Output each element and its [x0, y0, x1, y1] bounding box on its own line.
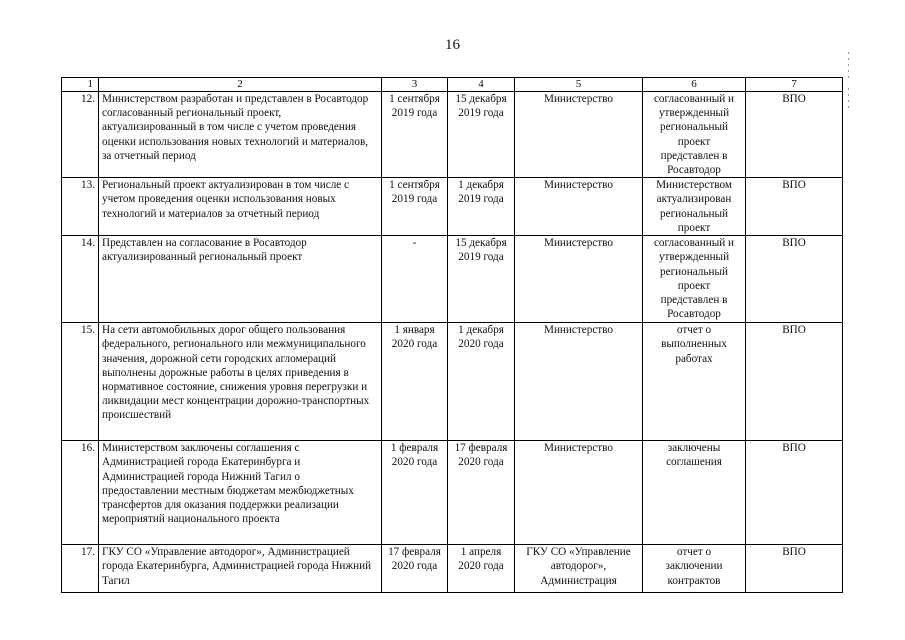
executor: ВПО [746, 92, 843, 178]
end-date: 1 декабря 2020 года [448, 323, 515, 441]
executor: ВПО [746, 178, 843, 236]
end-date: 17 февраля 2020 года [448, 441, 515, 545]
activity-description: На сети автомобильных дорог общего пользования федерального, регионального или межмуниципального значения, дорожной сети городских агломераций выполнены дорожные работы в целях приведения в нормативное состояние, снижения уровня перегрузки и ликвидации мест концентрации дорожно-транспортных происшествий [99, 323, 382, 441]
page-number: 16 [445, 37, 460, 53]
table-row [62, 545, 843, 593]
end-date: 1 апреля 2020 года [448, 545, 515, 593]
activities-table [61, 77, 843, 593]
activity-description: Представлен на согласование в Росавтодор актуализированный региональный проект [99, 236, 382, 323]
result: согласованный и утвержденный региональный проект представлен в Росавтодор [643, 236, 746, 323]
table-header-row [62, 78, 843, 92]
end-date: 15 декабря 2019 года [448, 236, 515, 323]
row-number: 15. [62, 323, 99, 441]
responsible: Министерство [515, 178, 643, 236]
table-row [62, 92, 843, 178]
result: отчет о заключении контрактов [643, 545, 746, 593]
row-number: 13. [62, 178, 99, 236]
executor: ВПО [746, 545, 843, 593]
table-row [62, 323, 843, 441]
row-number: 12. [62, 92, 99, 178]
responsible: Министерство [515, 323, 643, 441]
row-number: 14. [62, 236, 99, 323]
start-date: 1 февраля 2020 года [382, 441, 448, 545]
table-row [62, 441, 843, 545]
column-header: 2 [99, 78, 382, 92]
column-header: 4 [448, 78, 515, 92]
activity-description: Министерством заключены соглашения с Администрацией города Екатеринбурга и Администрацией города Нижний Тагил о предоставлении местным бюджетам межбюджетных трансфертов для оказания поддержки реализации мероприятий национального проекта [99, 441, 382, 545]
responsible: Министерство [515, 236, 643, 323]
result: Министерством актуализирован региональный проект [643, 178, 746, 236]
row-number: 17. [62, 545, 99, 593]
column-header: 5 [515, 78, 643, 92]
column-header: 6 [643, 78, 746, 92]
start-date: 17 февраля 2020 года [382, 545, 448, 593]
table-row [62, 178, 843, 236]
executor: ВПО [746, 236, 843, 323]
responsible: Министерство [515, 441, 643, 545]
margin-mark [848, 88, 849, 108]
activity-description: Министерством разработан и представлен в Росавтодор согласованный региональный проект, актуализированный в том числе с учетом проведения оценки использования новых технологий и материалов, за отчетный период [99, 92, 382, 178]
responsible: ГКУ СО «Управление автодорог», Администрация [515, 545, 643, 593]
executor: ВПО [746, 441, 843, 545]
result: согласованный и утвержденный региональный проект представлен в Росавтодор [643, 92, 746, 178]
end-date: 15 декабря 2019 года [448, 92, 515, 178]
table-row [62, 236, 843, 323]
column-header: 3 [382, 78, 448, 92]
responsible: Министерство [515, 92, 643, 178]
activity-description: Региональный проект актуализирован в том числе с учетом проведения оценки использования новых технологий и материалов за отчетный период [99, 178, 382, 236]
column-header: 1 [62, 78, 99, 92]
row-number: 16. [62, 441, 99, 545]
start-date: - [382, 236, 448, 323]
end-date: 1 декабря 2019 года [448, 178, 515, 236]
column-header: 7 [746, 78, 843, 92]
result: заключены соглашения [643, 441, 746, 545]
start-date: 1 сентября 2019 года [382, 92, 448, 178]
activity-description: ГКУ СО «Управление автодорог», Администрацией города Екатеринбурга, Администрацией города Нижний Тагил [99, 545, 382, 593]
start-date: 1 сентября 2019 года [382, 178, 448, 236]
start-date: 1 января 2020 года [382, 323, 448, 441]
result: отчет о выполненных работах [643, 323, 746, 441]
executor: ВПО [746, 323, 843, 441]
margin-mark [848, 52, 849, 82]
